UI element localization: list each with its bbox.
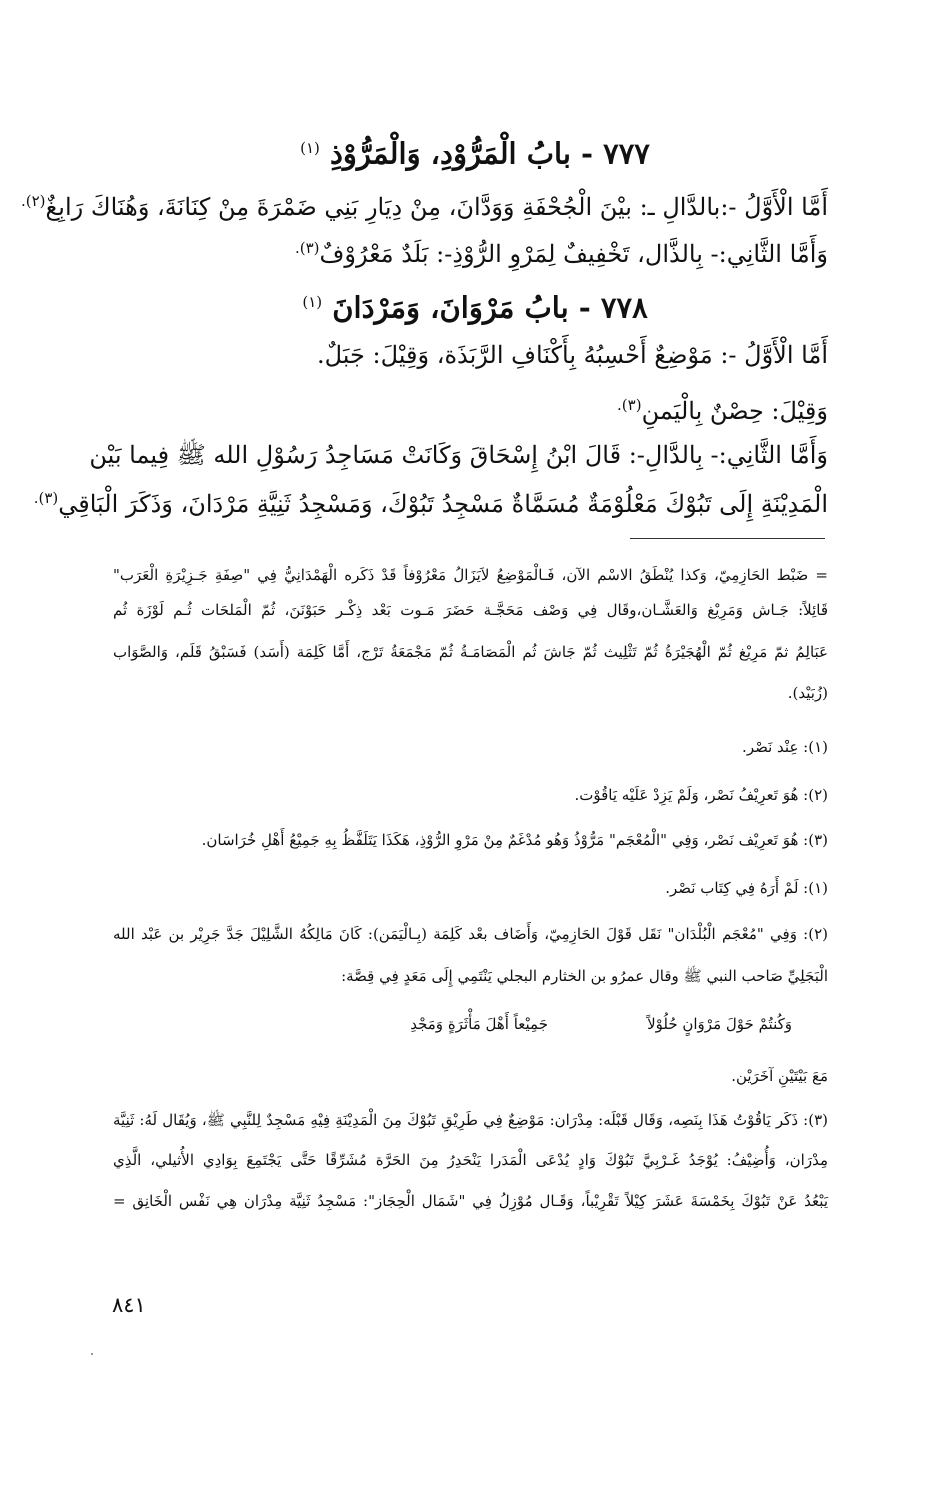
footnote-continuation-line-4: (زُبَيْد). — [787, 684, 828, 702]
footnote-777-2: (٢): هُوَ تَعرِيْفُ نَصْر، وَلَمْ يَزِدْ عَلَيْه يَاقُوْت. — [574, 786, 828, 804]
entry-778-line-4 — [33, 478, 828, 524]
entry-778-line-3: وَأَمَّا الثَّانِي:- بِالدَّالِ-: قَالَ ابْنُ إِسْحَاقَ وَكَانَتْ مَسَاجِدُ رَسُوْلِ الله ﷺ فِيما بَيْن — [89, 441, 828, 469]
entry-777-line-2 — [108, 228, 828, 274]
footnote-continuation-line-1: = ضَبْط الحَازِمِيّ، وَكذا يُنْطَقُ الاسْم الآن، فَـالْمَوْضِعُ لاَيَزَالُ مَعْرُوْفاً قَدْ ذَكَره الْهَمْدَانِيُّ فِي "صِفَةِ جَـزِيْرَةِ الْعَرَب" — [113, 566, 828, 584]
verse-hemistich-second: جَمِيْعاً أَهْلَ مَأْثَرَةٍ وَمَجْدِ — [410, 1015, 548, 1033]
entry-778-line-4-footnote-ref: (٣). — [33, 489, 59, 507]
entry-777-heading-text: ٧٧٧ - بابُ الْمَرُّوْدِ، وَالْمَرُّوْذِ — [330, 136, 650, 171]
entry-777-line-1-footnote-ref: (٢). — [20, 192, 46, 210]
entry-778-line-2 — [108, 385, 828, 431]
entry-778-heading — [130, 282, 820, 328]
entry-778-line-1: أَمَّا الْأَوَّلُ -: مَوْضِعٌ أَحْسِبُهُ بِأَكْنَافِ الرَّبَذَة، وَقِيْلَ: جَبَلٌ. — [317, 341, 828, 369]
footnote-778-2-line-1: (٢): وَفِي "مُعْجَم الْبُلْدَان" نَقَل قَوْلَ الحَازِمِيّ، وَأَضَاف بعْد كَلِمَة (بِـالْيَمَن): كَانَ مَالِكُهُ الشَّلِيْلَ جَدَّ جَرِيْر بن عَبْد الله — [113, 925, 828, 943]
footnote-continuation-line-2: قَائِلاً: جَـاش وَمَرِيْغ وَالعَشَّـان،وقَال فِي وَصْف مَحَجَّـة حَضَرَ مَـوت بَعْد ذِكْـر حَبَوْنَنَ، ثُمّ الْمَلحَات ثُـم لَوْزَة ثُم — [113, 601, 828, 619]
footnote-777-1: (١): عِنْد نَصْر. — [742, 738, 828, 756]
entry-777-heading — [130, 128, 820, 174]
entry-778-line-2-text: وَقِيْلَ: حِصْنٌ بِالْيَمنِ — [641, 397, 828, 425]
entry-778-heading-footnote-ref: (١) — [302, 293, 323, 311]
scan-speck — [91, 1353, 93, 1355]
footnote-778-1: (١): لَمْ أَرَهُ فِي كِتَاب نَصْر. — [665, 879, 828, 897]
entry-777-line-2-text: وَأَمَّا الثَّانِي:- بِالذَّال، تَخْفِيفٌ لِمَرْوِ الرُّوْذِ-: بَلَدٌ مَعْرُوْفٌ — [319, 240, 828, 268]
footnote-778-3-line-2: مِدْرَان، وَأُضِيْفُ: يُوْجَدُ غَـرْبِيَّ تَبُوْكَ وَادٍ يُدْعَى الْمَدَرا يَنْحَدِرُ مِنَ الحَرَّة مُشَرِّقًا حَتَّى يَجْتَمِعَ بِوَادِي الأُثيلي، الَّذِي — [113, 1151, 828, 1169]
footnote-778-3-line-3: يَبْعُدُ عَنْ تَبُوْكَ بِخَمْسَةَ عَشَرَ كِيْلاً تَقْرِيْباً، وَقَـال مُوْزِلُ فِي "شَمَال الْحِجَاز": مَسْجِدُ ثَنِيَّة مِدْرَان هِي نَفْس الْخَانِق = — [113, 1192, 828, 1210]
entry-777-heading-footnote-ref: (١) — [300, 139, 320, 157]
footnote-778-2-line-2: الْبَجَلِيِّ صَاحب النبي ﷺ وقال عمرُو بن الخثارم البجلي يَنْتَمِي إِلَى مَعَدٍ فِي قِصَّة: — [341, 967, 828, 985]
footnote-separator — [630, 538, 825, 539]
entry-778-heading-text: ٧٧٨ - بابُ مَرْوَانَ، وَمَرْدَانَ — [332, 290, 648, 325]
verse-hemistich-first: وَكُنتُمْ حَوْلَ مَرْوَانٍ حُلُوْلاً — [647, 1015, 792, 1033]
entry-777-line-1 — [20, 181, 828, 227]
footnote-continuation-line-3: عَبَالِمُ ثمّ مَرِيْغ ثُمّ الْهُجَيْرَةُ ثُمّ تَثْلِيث ثُمّ جَاشَ ثُم الْمَصَامَـةُ ثُمّ مَجْمَعَةُ تَرْج، أَمَّا كَلِمَة (أَسَد) فَسَبْقُ قَلَم، وَالصَّوَاب — [113, 643, 828, 661]
entry-778-line-4-text: الْمَدِيْنَةِ إِلَى تَبُوْكَ مَعْلُوْمَةٌ مُسَمَّاةٌ مَسْجِدُ تَبُوْكَ، وَمَسْجِدُ ثَنِيَّةِ مَرْدَانَ، وَذَكَرَ الْبَاقِي — [58, 490, 828, 518]
entry-777-line-2-footnote-ref: (٣). — [294, 239, 320, 257]
entry-777-line-1-text: أَمَّا الْأَوَّلُ -:بالدَّالِ ـ: بيْنَ الْجُحْفَةِ وَوَدَّانَ، مِنْ دِيَارِ بَنِي ضَمْرَةَ مِنْ كِنَانَةَ، وَهُنَاكَ رَابِغٌ — [45, 193, 828, 221]
entry-778-line-2-footnote-ref: (٣). — [617, 396, 642, 414]
footnote-778-3-line-1: (٣): ذَكَر يَاقُوْتُ هَذَا بِنَصِه، وَقَال قَبْلَه: مِدْرَان: مَوْضِعٌ فِي طَرِيْقِ تَبُوْكَ مِنَ الْمَدِيْنَةِ فِيْهِ مَسْجِدٌ لِلنَّبِي ﷺ، وَيُقَال لَهُ: ثَنِيَّة — [113, 1111, 828, 1129]
footnote-778-2-line-3: مَعَ بَيْتَيْنِ آخَرَيْن. — [731, 1067, 828, 1085]
page-number: ٨٤١ — [112, 1293, 146, 1317]
footnote-777-3: (٣): هُوَ تَعرِيْف نَصْر، وَفِي "الْمُعْجَم" مَرُّوْذُ وَهُو مُدْغَمٌ مِنْ مَرْوِ الرُّوْذِ، هَكَذَا يَتَلَفَّظُ بِهِ جَمِيْعُ أَهْلِ خُرَاسَان. — [201, 831, 828, 849]
